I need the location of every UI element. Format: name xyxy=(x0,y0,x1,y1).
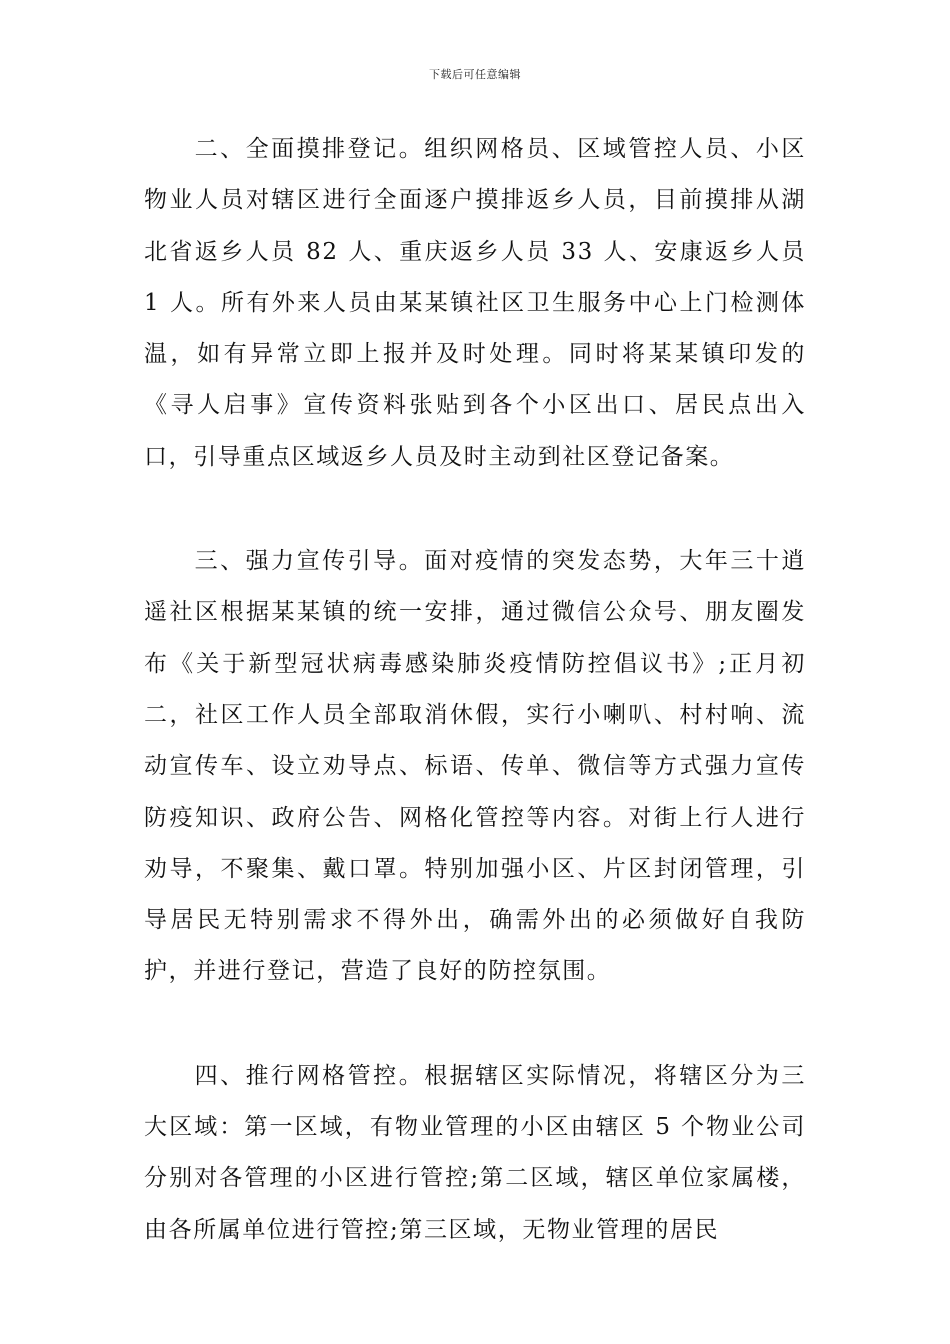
paragraph-section-2: 二、全面摸排登记。组织网格员、区域管控人员、小区物业人员对辖区进行全面逐户摸排返乡人员，目前摸排从湖北省返乡人员 82 人、重庆返乡人员 33 人、安康返乡人员 1 人。所有外来人员由某某镇社区卫生服务中心上门检测体温，如有异常立即上报并及时处理。同时将某某镇印发的《寻人启事》宣传资料张贴到各个小区出口、居民点出入口，引导重点区域返乡人员及时主动到社区登记备案。 xyxy=(144,136,806,470)
page-header-note: 下载后可任意编辑 xyxy=(429,68,521,81)
paragraph-section-4: 四、推行网格管控。根据辖区实际情况，将辖区分为三大区域：第一区域，有物业管理的小区由辖区 5 个物业公司分别对各管理的小区进行管控;第二区域，辖区单位家属楼，由各所属单位进行管控;第三区域，无物业管理的居民 xyxy=(144,1062,806,1243)
document-body xyxy=(144,124,806,1256)
paragraph-section-3: 三、强力宣传引导。面对疫情的突发态势，大年三十逍遥社区根据某某镇的统一安排，通过微信公众号、朋友圈发布《关于新型冠状病毒感染肺炎疫情防控倡议书》;正月初二，社区工作人员全部取消休假，实行小喇叭、村村响、流动宣传车、设立劝导点、标语、传单、微信等方式强力宣传防疫知识、政府公告、网格化管控等内容。对街上行人进行劝导，不聚集、戴口罩。特别加强小区、片区封闭管理，引导居民无特别需求不得外出，确需外出的必须做好自我防护，并进行登记，营造了良好的防控氛围。 xyxy=(144,548,806,985)
